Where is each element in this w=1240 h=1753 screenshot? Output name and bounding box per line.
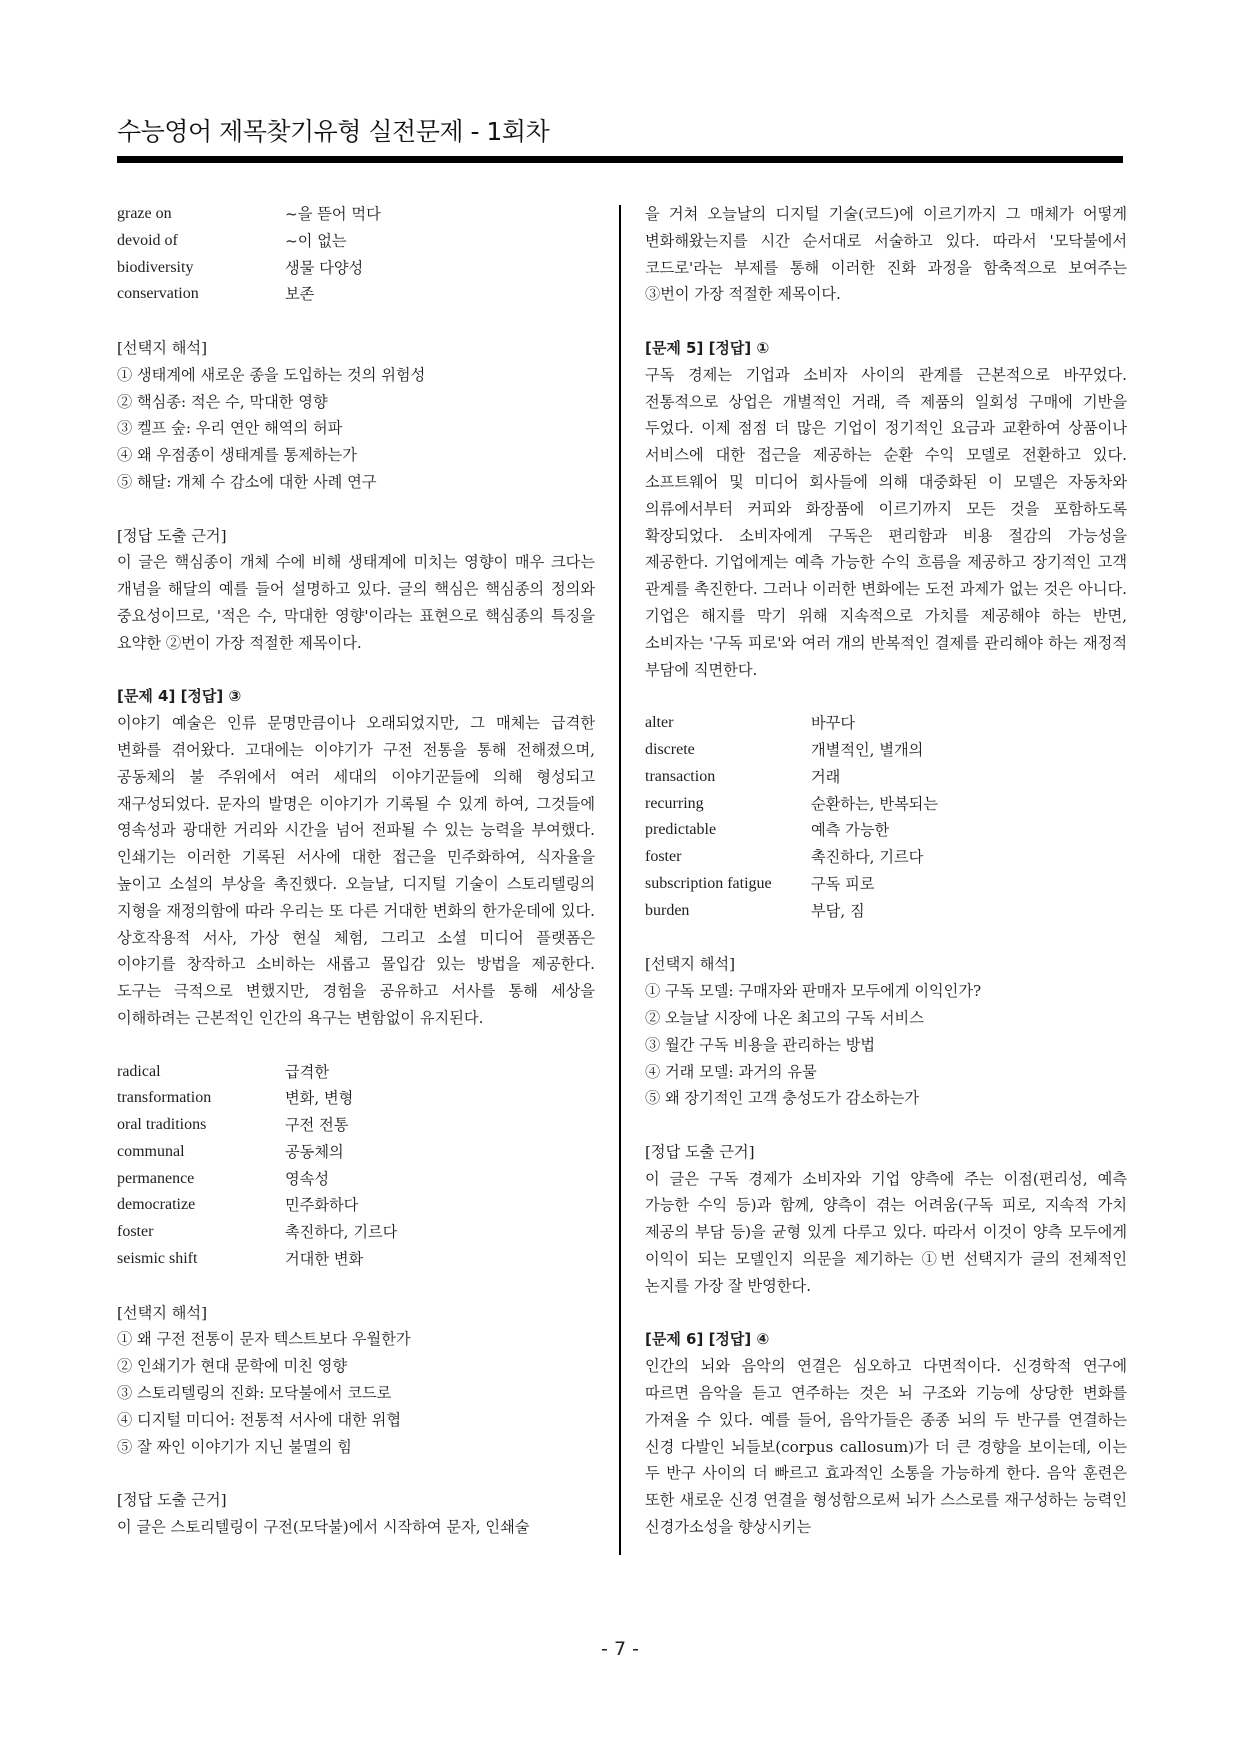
- vocab-meaning: 급격한: [285, 1062, 330, 1081]
- choice-item: ⑤ 왜 장기적인 고객 충성도가 감소하는가: [645, 1089, 920, 1108]
- choices-label: [선택지 해석]: [645, 955, 736, 974]
- reason-label: [정답 도출 근거]: [117, 526, 227, 545]
- choice-item: ① 왜 구전 전통이 문자 텍스트보다 우월한가: [117, 1330, 411, 1349]
- reason-label: [정답 도출 근거]: [645, 1142, 755, 1161]
- vocab-term: subscription fatigue: [645, 874, 772, 892]
- passage-text: 인간의 뇌와 음악의 연결은 심오하고 다면적이다. 신경학적 연구에 따르면 음악을 듣고 연주하는 것은 뇌 구조와 기능에 상당한 변화를 가져올 수 있다. 예를 들어, 음악가들은 종종 뇌의 두 반구를 연결하는 신경 다발인 뇌들보(corpus callosum)가 더 큰 경향을 보이는데, 이는 두 반구 사이의 더 빠르고 효과적인 소통을 가능하게 한다. 음악 훈련은 또한 새로운 신경 연결을 형성함으로써 뇌가 스스로를 재구성하는 능력인 신경가소성을 향상시키는: [645, 1357, 1127, 1537]
- left-column: [117, 201, 595, 1541]
- choice-item: ② 오늘날 시장에 나온 최고의 구독 서비스: [645, 1008, 924, 1027]
- vocab-term: radical: [117, 1062, 161, 1080]
- vocab-meaning: 구독 피로: [811, 874, 875, 893]
- reason-text-continued: 을 거쳐 오늘날의 디지털 기술(코드)에 이르기까지 그 매체가 어떻게 변화해왔는지를 시간 순서대로 서술하고 있다. 따라서 '모닥불에서 코드로'라는 부제를 통해 이러한 진화 과정을 함축적으로 보여주는 ③번이 가장 적절한 제목이다.: [645, 205, 1127, 304]
- choice-item: ③ 월간 구독 비용을 관리하는 방법: [645, 1035, 876, 1054]
- vocab-term: burden: [645, 901, 690, 919]
- vocab-meaning: 촉진하다, 기르다: [811, 848, 924, 867]
- vocab-meaning: 예측 가능한: [811, 821, 890, 840]
- vocab-meaning: ~이 없는: [285, 231, 347, 250]
- vocab-meaning: 변화, 변형: [285, 1089, 354, 1108]
- reason-text: 이 글은 핵심종이 개체 수에 비해 생태계에 미치는 영향이 매우 크다는 개념을 해달의 예를 들어 설명하고 있다. 글의 핵심은 핵심종의 정의와 중요성이므로, '적은 수, 막대한 영향'이라는 표현으로 핵심종의 특징을 요약한 ②번이 가장 적절한 제목이다.: [117, 553, 595, 652]
- vocab-meaning: 공동체의: [285, 1142, 344, 1161]
- vocab-term: discrete: [645, 740, 695, 758]
- vocab-meaning: 생물 다양성: [285, 258, 364, 277]
- page-title: 수능영어 제목찾기유형 실전문제 - 1회차: [117, 117, 550, 146]
- choice-item: ⑤ 해달: 개체 수 감소에 대한 사례 연구: [117, 472, 377, 491]
- choices-label: [선택지 해석]: [117, 1303, 208, 1322]
- reason-label: [정답 도출 근거]: [117, 1491, 227, 1510]
- passage-text: 이야기 예술은 인류 문명만큼이나 오래되었지만, 그 매체는 급격한 변화를 겪어왔다. 고대에는 이야기가 구전 전통을 통해 전해졌으며, 공동체의 불 주위에서 여러 세대의 이야기꾼들에 의해 형성되고 재구성되었다. 문자의 발명은 이야기가 기록될 수 있게 하여, 그것들에 영속성과 광대한 거리와 시간을 넘어 전파될 수 있는 능력을 부여했다. 인쇄기는 이러한 기록된 서사에 대한 접근을 민주화하여, 식자율을 높이고 소설의 부상을 촉진했다. 오늘날, 디지털 기술이 스토리텔링의 지형을 재정의함에 따라 우리는 또 다른 거대한 변화의 한가운데에 있다. 상호작용적 서사, 가상 현실 체험, 그리고 소셜 미디어 플랫폼은 이야기를 창작하고 소비하는 새롭고 몰입감 있는 방법을 제공한다. 도구는 극적으로 변했지만, 경험을 공유하고 서사를 통해 세상을 이해하려는 근본적인 인간의 욕구는 변함없이 유지된다.: [117, 714, 595, 1027]
- vocab-term: graze on: [117, 205, 172, 222]
- choices-label: [선택지 해석]: [117, 338, 208, 357]
- vocab-meaning: 영속성: [285, 1169, 330, 1188]
- vocab-term: democratize: [117, 1196, 196, 1214]
- vocab-term: oral traditions: [117, 1116, 207, 1134]
- vocab-meaning: 개별적인, 별개의: [811, 740, 924, 759]
- vocab-meaning: 거대한 변화: [285, 1250, 364, 1269]
- page-number: - 7 -: [601, 1638, 639, 1660]
- vocab-term: transaction: [645, 767, 716, 785]
- vocab-term: conservation: [117, 285, 199, 303]
- vocab-list-q4: [117, 1059, 595, 1273]
- vocab-meaning: ~을 뜯어 먹다: [285, 205, 381, 223]
- vocab-meaning: 순환하는, 반복되는: [811, 794, 939, 813]
- choice-item: ④ 왜 우점종이 생태계를 통제하는가: [117, 446, 357, 465]
- vocab-term: biodiversity: [117, 258, 194, 276]
- vocab-list-q3: [117, 201, 595, 308]
- vocab-term: seismic shift: [117, 1250, 198, 1268]
- vocab-meaning: 거래: [811, 767, 841, 786]
- reason-text: 이 글은 구독 경제가 소비자와 기업 양측에 주는 이점(편리성, 예측 가능한 수익 등)과 함께, 양측이 겪는 어려움(구독 피로, 지속적 가치 제공의 부담 등)을 균형 있게 다루고 있다. 따라서 이것이 양측 모두에게 이익이 되는 모델인지 의문을 제기하는 ①번 선택지가 글의 전체적인 논지를 가장 잘 반영한다.: [645, 1169, 1127, 1295]
- vocab-term: foster: [645, 848, 682, 866]
- question-heading-5: [문제 5] [정답] ①: [645, 338, 770, 357]
- vocab-meaning: 부담, 짐: [811, 901, 865, 920]
- vocab-term: foster: [117, 1223, 154, 1241]
- title-rule: [117, 156, 1123, 163]
- choice-item: ⑤ 잘 짜인 이야기가 지닌 불멸의 힘: [117, 1437, 352, 1456]
- choice-item: ② 인쇄기가 현대 문학에 미친 영향: [117, 1357, 348, 1376]
- vocab-meaning: 구전 전통: [285, 1116, 349, 1135]
- choice-item: ① 생태계에 새로운 종을 도입하는 것의 위험성: [117, 365, 426, 384]
- choice-item: ④ 거래 모델: 과거의 유물: [645, 1062, 817, 1081]
- vocab-meaning: 민주화하다: [285, 1196, 359, 1215]
- vocab-term: predictable: [645, 821, 717, 839]
- vocab-list-q5: [645, 710, 1127, 924]
- question-heading-6: [문제 6] [정답] ④: [645, 1330, 770, 1349]
- vocab-meaning: 촉진하다, 기르다: [285, 1223, 398, 1242]
- vocab-term: recurring: [645, 794, 704, 812]
- vocab-term: communal: [117, 1142, 185, 1160]
- vocab-meaning: 보존: [285, 285, 315, 304]
- question-heading-4: [문제 4] [정답] ③: [117, 687, 242, 706]
- choice-item: ③ 켈프 숲: 우리 연안 해역의 허파: [117, 419, 343, 438]
- vocab-term: devoid of: [117, 231, 178, 249]
- choice-item: ③ 스토리텔링의 진화: 모닥불에서 코드로: [117, 1384, 392, 1403]
- choice-item: ④ 디지털 미디어: 전통적 서사에 대한 위협: [117, 1410, 402, 1429]
- column-divider: [619, 205, 621, 1555]
- vocab-term: alter: [645, 714, 674, 732]
- right-column: [645, 201, 1127, 1541]
- vocab-term: permanence: [117, 1169, 195, 1187]
- passage-text: 구독 경제는 기업과 소비자 사이의 관계를 근본적으로 바꾸었다. 전통적으로 상업은 개별적인 거래, 즉 제품의 일회성 구매에 기반을 두었다. 이제 점점 더 많은 기업이 정기적인 요금과 교환하여 상품이나 서비스에 대한 접근을 제공하는 순환 수익 모델로 전환하고 있다. 소프트웨어 및 미디어 회사들에 의해 대중화된 이 모델은 자동차와 의류에서부터 커피와 화장품에 이르기까지 모든 것을 포함하도록 확장되었다. 소비자에게 구독은 편리함과 비용 절감의 가능성을 제공한다. 기업에게는 예측 가능한 수익 흐름을 제공하고 장기적인 고객 관계를 촉진한다. 그러나 이러한 변화에는 도전 과제가 없는 것은 아니다. 기업은 해지를 막기 위해 지속적으로 가치를 제공해야 하는 반면, 소비자는 '구독 피로'와 여러 개의 반복적인 결제를 관리해야 하는 재정적 부담에 직면한다.: [645, 365, 1127, 679]
- choice-item: ① 구독 모델: 구매자와 판매자 모두에게 이익인가?: [645, 982, 982, 1001]
- choice-item: ② 핵심종: 적은 수, 막대한 영향: [117, 392, 328, 411]
- reason-text: 이 글은 스토리텔링이 구전(모닥불)에서 시작하여 문자, 인쇄술: [117, 1518, 530, 1537]
- vocab-term: transformation: [117, 1089, 212, 1107]
- vocab-meaning: 바꾸다: [811, 714, 856, 733]
